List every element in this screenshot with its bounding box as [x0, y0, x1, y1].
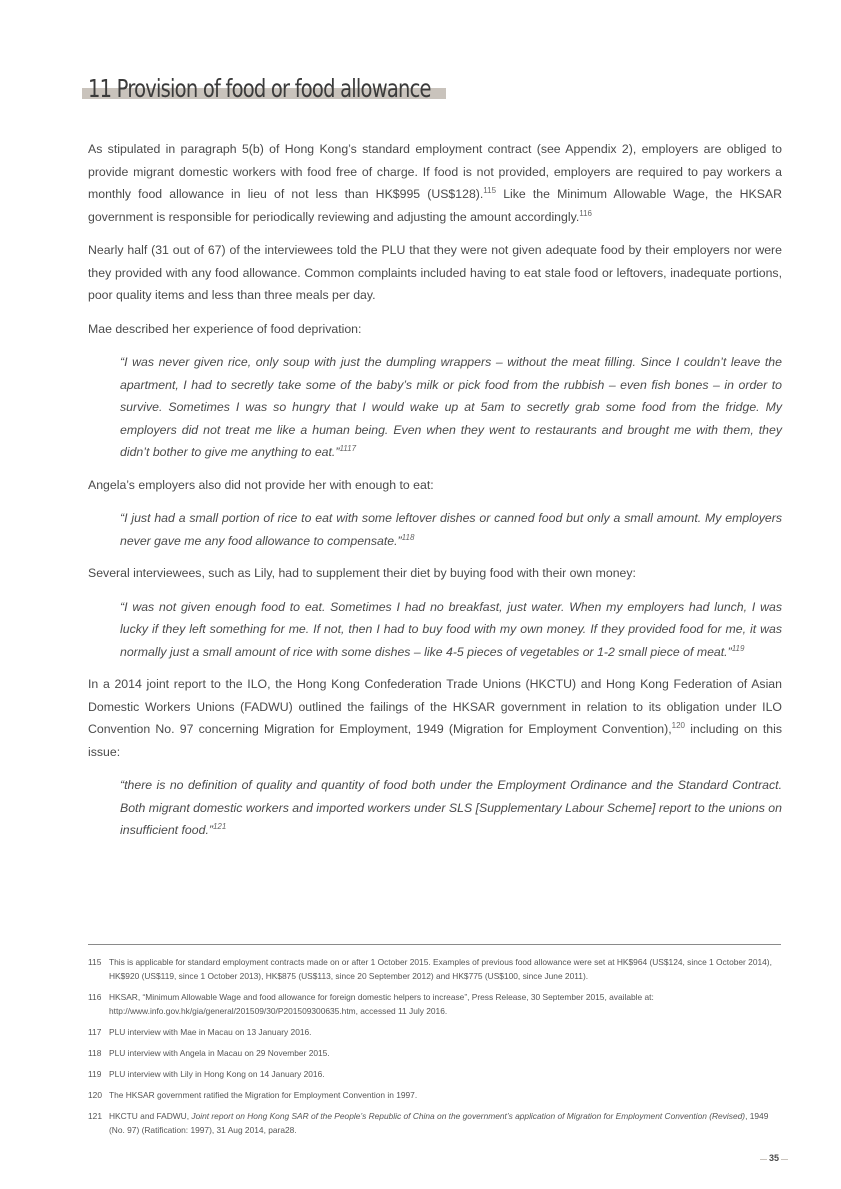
paragraph-mae-intro: Mae described her experience of food deprivation:	[88, 321, 362, 336]
footnote	[88, 1046, 781, 1060]
section-title	[88, 74, 431, 103]
footnote-ref: 115	[483, 186, 497, 195]
footnote-number: 118	[88, 1048, 102, 1058]
report-title: Joint report on Hong Kong SAR of the People’s Republic of China on the government’s application of Migration for Employment Convention (Revised)	[191, 1111, 746, 1121]
paragraph-lily-intro: Several interviewees, such as Lily, had to supplement their diet by buying food with their own money:	[88, 566, 636, 580]
section-number: 11	[88, 74, 112, 103]
quote-lily: “I was not given enough food to eat. Sometimes I had no breakfast, just water. When my employers had lunch, I was lucky if they left something for me. If not, then I had to buy food with my own money. If they provided food for me, it was normally just a small amount of rice with some dishes – like 4-5 pieces of vegetables or 1-2 small piece of meat.”$^{119}$	[120, 599, 782, 659]
paragraph-ilo-report: In a 2014 joint report to the ILO, the Hong Kong Confederation Trade Unions (HKCTU) and Hong Kong Federation of Asian Domestic Workers Unions (FADWU) outlined the failings of the HKSAR government in relation to its obligation under ILO Convention No. 97 concerning Migration for Employment, 1949 (Migration for Employment Convention),$^{120}$ including on this issue:	[88, 677, 782, 759]
footnote-number: 121	[88, 1111, 102, 1121]
footnote-ref: 118	[401, 532, 415, 542]
footnote-number: 119	[88, 1069, 102, 1079]
footnote-text: The HKSAR government ratified the Migration for Employment Convention in 1997.	[109, 1090, 418, 1100]
footnote	[88, 990, 781, 1018]
footnote	[88, 955, 781, 983]
body-text	[88, 138, 782, 852]
paragraph-survey: Nearly half (31 out of 67) of the interviewees told the PLU that they were not given adequate food by their employers nor were they provided with any food allowance. Common complaints included having to eat stale food or leftovers, inadequate portions, poor quality items and less than three meals per day.	[88, 243, 782, 302]
footnotes	[88, 944, 781, 1144]
footnote	[88, 1025, 781, 1039]
footnote	[88, 1088, 781, 1102]
quote-mae: “I was never given rice, only soup with just the dumpling wrappers – without the meat filling. Since I couldn’t leave the apartment, I had to secretly take some of the baby’s milk or pick food from the rubbish – even fish bones – in order to survive. Sometimes I was so hungry that I would wake up at 5am to secretly grab some food from the fridge. My employers did not treat me like a human being. Even when they went to restaurants and brought me with them, they didn’t bother to give me anything to eat.”$^{1117}$	[120, 355, 782, 459]
footnote-ref: 121	[212, 822, 227, 831]
footnote-ref: 120	[671, 721, 685, 730]
footnote-text: PLU interview with Mae in Macau on 13 January 2016.	[109, 1027, 312, 1037]
footnote-number: 115	[88, 957, 102, 967]
paragraph-intro: As stipulated in paragraph 5(b) of Hong Kong’s standard employment contract (see Appendix 2), employers are obliged to provide migrant domestic workers with food free of charge. If food is not provided, employers are required to pay workers a monthly food allowance in lieu of not less than HK$995 (US$128).$^{115}$ Like the Minimum Allowable Wage, the HKSAR government is responsible for periodically reviewing and adjusting the amount accordingly.$^{116}$	[88, 142, 782, 224]
footnote-ref: 1117	[339, 444, 357, 453]
footnote-text: This is applicable for standard employment contracts made on or after 1 October 2015. Examples of previous food allowance were set at HK$964 (US$124, since 1 October 2014), HK$920 (US$119, since 1 October 2013), HK$875 (US$113, since 20 September 2012) and HK$775 (US$100, since June 2011).	[109, 957, 772, 981]
footnote-ref: 119	[731, 643, 745, 653]
footnote	[88, 1109, 781, 1137]
footnote-ref: 116	[579, 208, 592, 218]
footnote-divider	[88, 944, 781, 945]
footnote-text: HKSAR, “Minimum Allowable Wage and food allowance for foreign domestic helpers to increase”, Press Release, 30 September 2015, available at: http://www.info.gov.hk/gia/general/201509/30/P201509300635.htm, accessed 11 July 2016.	[109, 992, 654, 1016]
paragraph-angela-intro: Angela’s employers also did not provide her with enough to eat:	[88, 477, 434, 492]
page-number: 35	[768, 1153, 779, 1163]
footnote	[88, 1067, 781, 1081]
footnote-number: 116	[88, 992, 102, 1002]
quote-angela: “I just had a small portion of rice to eat with some leftover dishes or canned food but only a small amount. My employers never gave me any food allowance to compensate.”$^{118}$	[120, 511, 782, 548]
footnote-text: HKCTU and FADWU, Joint report on Hong Kong SAR of the People’s Republic of China on the government’s application of Migration for Employment Convention (Revised), 1949 (No. 97) (Ratification: 1997), 31 Aug 2014, para28.	[109, 1111, 769, 1135]
footnote-text: PLU interview with Angela in Macau on 29 November 2015.	[109, 1048, 330, 1058]
page-number-marker	[760, 1153, 788, 1165]
footnote-text: PLU interview with Lily in Hong Kong on 14 January 2016.	[109, 1069, 325, 1079]
quote-unions: “there is no definition of quality and quantity of food both under the Employment Ordinance and the Standard Contract. Both migrant domestic workers and imported workers under SLS [Supplementary Labour Scheme] report to the unions on insufficient food.”$^{121}$	[120, 778, 782, 837]
footnote-number: 120	[88, 1090, 102, 1100]
footnote-number: 117	[88, 1027, 102, 1037]
section-title-text: Provision of food or food allowance	[116, 74, 431, 103]
